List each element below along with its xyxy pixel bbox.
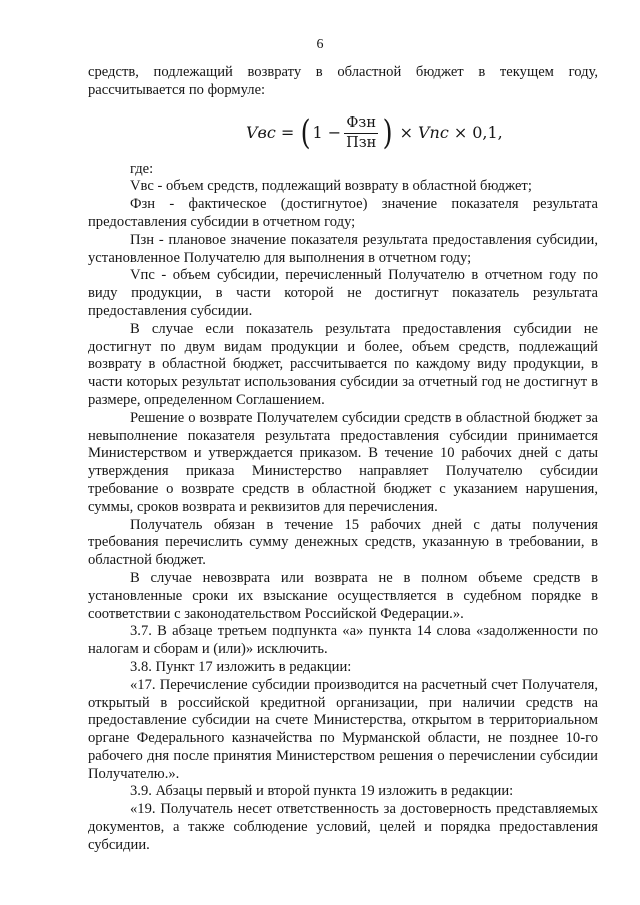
paragraph-point-19: «19. Получатель несет ответственность за достоверность представляемых документов, а также соблюдение условий, целей и порядка предоставления субсидии. [88, 801, 598, 853]
formula-close-paren: ) [382, 113, 393, 154]
formula-coef: 0,1, [472, 123, 503, 143]
formula [88, 103, 598, 161]
paragraph-point-17: «17. Перечисление субсидии производится на расчетный счет Получателя, открытый в российской кредитной организации, при наличии средств на предоставление субсидии на счете Министерства, открытом в территориальном органе Федерального казначейства по Мурманской области, не позднее 10-го рабочего дня после принятия Министерством решения о перечислении субсидии Получателю.». [88, 676, 598, 782]
formula-numerator: Фзн [344, 115, 378, 134]
paragraph-def-pzn: Пзн - плановое значение показателя результата предоставления субсидии, установленное Получателю для выполнения в отчетном году; [88, 231, 598, 266]
formula-times-2: × [453, 123, 468, 143]
formula-minus: − [327, 123, 342, 143]
document-body [88, 64, 598, 855]
page-number: 6 [316, 37, 324, 52]
paragraph-return-decision: Решение о возврате Получателем субсидии средств в областной бюджет за невыполнение показателя результата предоставления субсидии принимается Министерством и утверждается приказом. В течение 10 рабочих дней с даты утверждения приказа Министерство направляет Получателю субсидии требование о возврате средств в областной бюджет с указанием нарушения, суммы, сроков возврата и реквизитов для перечисления. [88, 409, 598, 515]
formula-open-paren: ( [300, 113, 311, 154]
paragraph-item-3-9: 3.9. Абзацы первый и второй пункта 19 изложить в редакции: [130, 783, 514, 800]
paragraph-def-vvs: Vвс - объем средств, подлежащий возврату в областной бюджет; [130, 178, 532, 195]
formula-var: Vпс [417, 123, 449, 143]
paragraph-non-return: В случае невозврата или возврата не в полном объеме средств в установленные сроки их взыскание осуществляется в судебном порядке в соответствии с законодательством Российской Федерации.». [88, 569, 598, 622]
formula-equals: = [280, 123, 295, 143]
paragraph-not-achieved: В случае если показатель результата предоставления субсидии не достигнут по двум видам продукции и более, объем средств, подлежащий возврату в областной бюджет, рассчитывается по каждому виду продукции, в части которых результат использования субсидии за отчетный год не достигнут в размере, определенном Соглашением. [88, 320, 598, 408]
formula-denominator: Пзн [346, 134, 377, 151]
paragraph-where: где: [130, 160, 154, 177]
paragraph-item-3-8: 3.8. Пункт 17 изложить в редакции: [130, 658, 352, 675]
formula-times-1: × [399, 123, 413, 143]
paragraph-return-obligation: Получатель обязан в течение 15 рабочих дней с даты получения требования перечислить сумму денежных средств, указанную в требовании, в областной бюджет. [88, 516, 598, 569]
formula-lhs: Vвс [246, 123, 276, 143]
paragraph-formula-intro: средств, подлежащий возврату в областной бюджет в текущем году, рассчитывается по формуле: [88, 64, 598, 98]
formula-fraction [344, 115, 378, 152]
paragraph-def-fzn: Фзн - фактическое (достигнутое) значение показателя результата предоставления субсидии в отчетном году; [88, 196, 598, 230]
paragraph-def-vps: Vпс - объем субсидии, перечисленный Получателю в отчетном году по виду продукции, в части которой не достигнут показатель результата предоставления субсидии. [88, 267, 598, 319]
formula-one: 1 [312, 123, 323, 143]
paragraph-item-3-7: 3.7. В абзаце третьем подпункта «а» пункта 14 слова «задолженности по налогам и сборам и (или)» исключить. [88, 623, 598, 658]
